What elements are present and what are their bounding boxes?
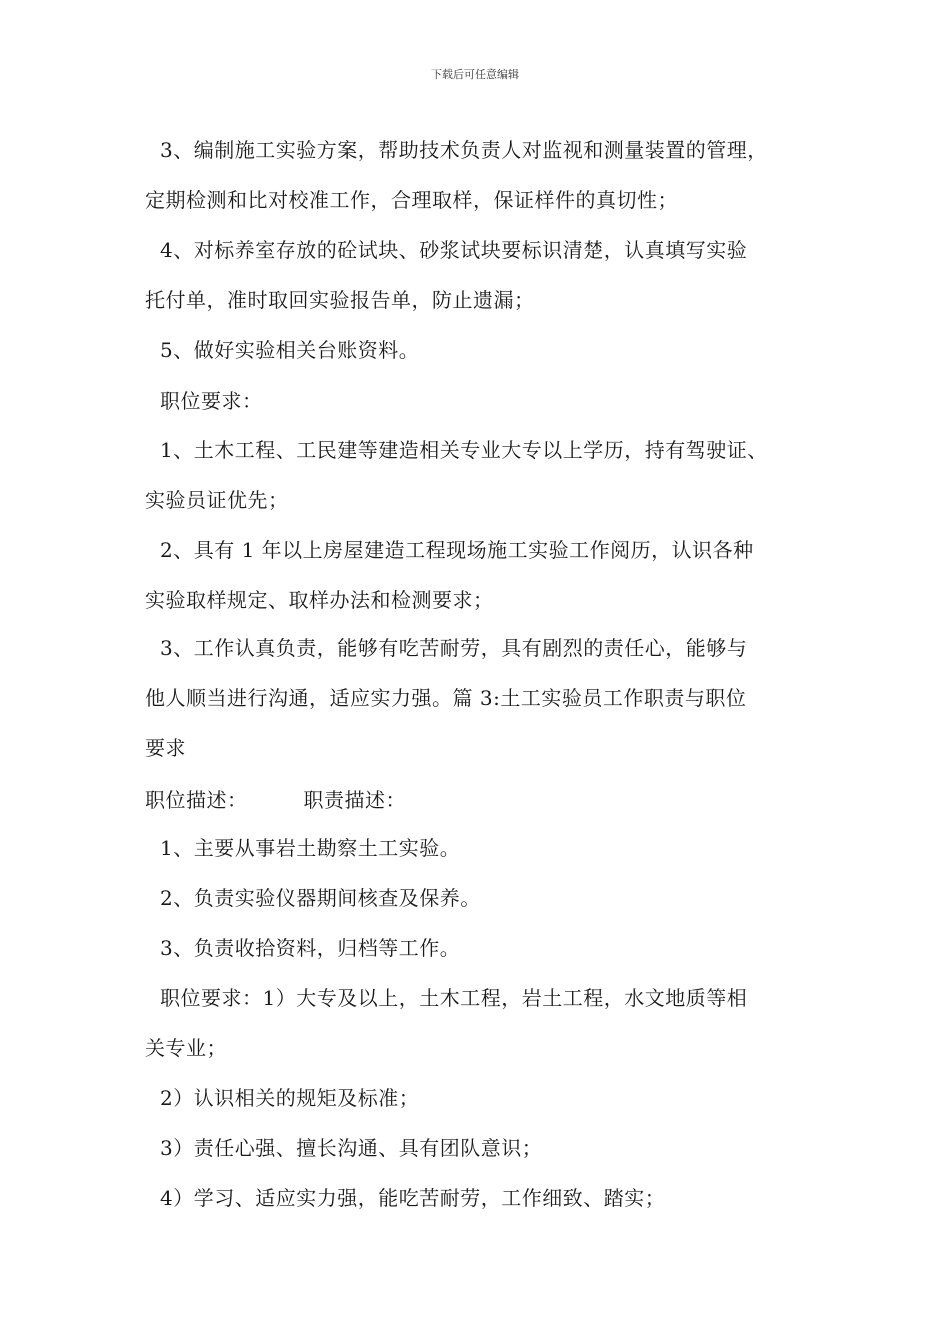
paragraph-line: 3）责任心强、擅长沟通、具有团队意识； xyxy=(160,1136,543,1160)
paragraph-line: 实验取样规定、取样办法和检测要求； xyxy=(145,588,494,612)
paragraph-line: 实验员证优先； xyxy=(145,488,289,512)
paragraph-line: 职位要求：1）大专及以上，土木工程，岩土工程，水文地质等相 xyxy=(160,986,748,1010)
position-description-label: 职位描述： xyxy=(145,788,248,812)
paragraph-line: 关专业； xyxy=(145,1036,227,1060)
section-heading-row xyxy=(145,786,406,814)
paragraph-line: 5、做好实验相关台账资料。 xyxy=(160,338,420,362)
paragraph-line: 托付单，准时取回实验报告单，防止遗漏； xyxy=(145,288,535,312)
section-heading: 职位要求： xyxy=(160,389,263,413)
paragraph-line: 定期检测和比对校准工作，合理取样，保证样件的真切性； xyxy=(145,188,678,212)
paragraph-line: 要求 xyxy=(145,736,186,760)
paragraph-line: 1、主要从事岩土勘察土工实验。 xyxy=(160,836,461,860)
paragraph-line: 3、负责收拾资料，归档等工作。 xyxy=(160,936,461,960)
paragraph-line: 他人顺当进行沟通，适应实力强。篇 3:土工实验员工作职责与职位 xyxy=(145,686,747,710)
page-header: 下载后可任意编辑 xyxy=(431,68,519,81)
paragraph-line: 2、负责实验仪器期间核查及保养。 xyxy=(160,886,481,910)
paragraph-line: 3、工作认真负责，能够有吃苦耐劳，具有剧烈的责任心，能够与 xyxy=(160,636,748,660)
paragraph-line: 3、编制施工实验方案，帮助技术负责人对监视和测量装置的管理， xyxy=(160,138,768,162)
paragraph-line: 4）学习、适应实力强，能吃苦耐劳，工作细致、踏实； xyxy=(160,1186,666,1210)
paragraph-line: 4、对标养室存放的砼试块、砂浆试块要标识清楚，认真填写实验 xyxy=(160,238,748,262)
duty-description-label: 职责描述： xyxy=(303,788,406,812)
paragraph-line: 2）认识相关的规矩及标准； xyxy=(160,1086,420,1110)
paragraph-line: 1、土木工程、工民建等建造相关专业大专以上学历，持有驾驶证、 xyxy=(160,438,768,462)
paragraph-line: 2、具有 1 年以上房屋建造工程现场施工实验工作阅历，认识各种 xyxy=(160,538,754,562)
